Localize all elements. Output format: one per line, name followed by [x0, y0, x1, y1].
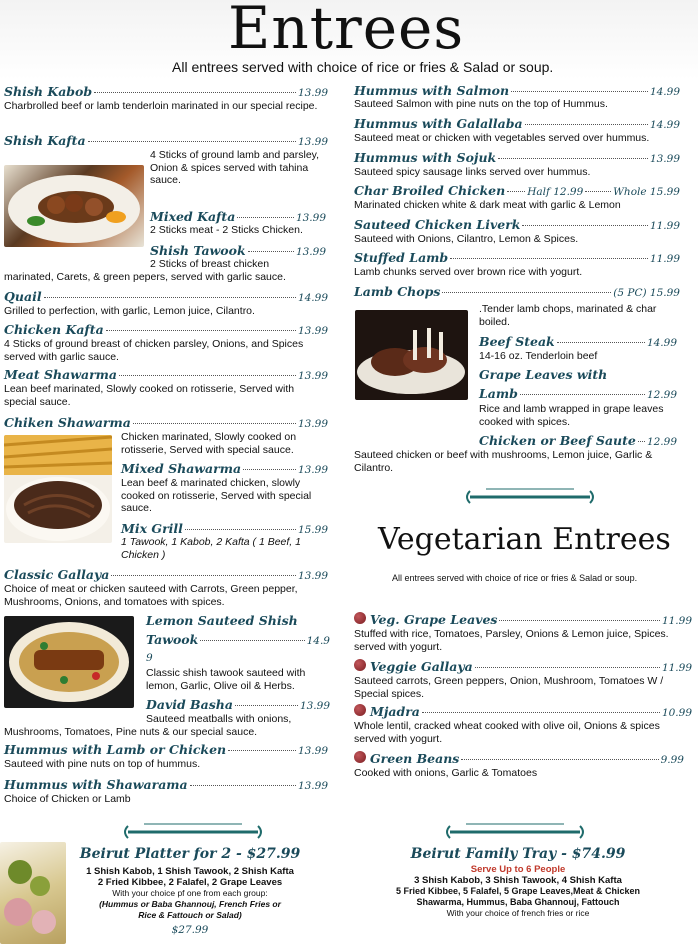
family-line-4: With your choice of french fries or rice [446, 908, 590, 918]
item-shish-kafta: Shish Kafta 13.99 [4, 133, 328, 148]
ornament-divider-icon [440, 818, 590, 842]
veg-item-mjadra: Mjadra 10.99 [354, 704, 692, 719]
item-hummus-lamb: Hummus with Lamb or Chicken 13.99 [4, 742, 328, 757]
family-line-1: 3 Shish Kabob, 3 Shish Tawook, 4 Shish Kafta [414, 875, 622, 886]
bullet-icon [354, 704, 366, 716]
desc-shish-tawook-2: marinated, Carets, & green pepers, served with garlic sauce. [4, 271, 286, 283]
platter-title: Beirut Platter for 2 - $27.99 [79, 846, 301, 862]
item-lemon-sauteed-tawook: Tawook 14.9 [146, 632, 330, 647]
page-subtitle: All entrees served with choice of rice or fries & Salad or soup. [172, 59, 554, 75]
bullet-icon [354, 612, 366, 624]
item-sauteed-liver: Sauteed Chicken Liverk 11.99 [354, 217, 680, 232]
lemon-sauteed-price-2: 9 [146, 652, 153, 664]
veg-desc-mjadra: Whole lentil, cracked wheat cooked with olive oil, Onions & spices served with yogurt. [354, 720, 660, 745]
desc-sauteed-liver: Sauteed with Onions, Cilantro, Lemon & Spices. [354, 233, 579, 245]
item-lamb-chops: Lamb Chops (5 PC) 15.99 [354, 284, 680, 299]
kabob-plate-icon [4, 165, 144, 247]
item-beef-steak: Beef Steak 14.99 [479, 334, 677, 349]
desc-lemon-sauteed: Classic shish tawook sauteed with lemon, Garlic, Olive oil & Herbs. [146, 667, 306, 692]
family-tray-box [366, 846, 670, 919]
item-stuffed-lamb: Stuffed Lamb 11.99 [354, 250, 680, 265]
desc-quail: Grilled to perfection, with garlic, Lemon juice, Cilantro. [4, 305, 255, 317]
vegetarian-title: Vegetarian Entrees [378, 522, 671, 557]
desc-grape-leaves-lamb: Rice and lamb wrapped in grape leaves cooked with spices. [479, 403, 664, 428]
desc-shish-kafta: 4 Sticks of ground lamb and parsley, Onion & spices served with tahina sauce. [150, 149, 320, 186]
item-david-basha: David Basha 13.99 [146, 697, 330, 712]
item-mixed-shawarma: Mixed Shawarma 13.99 [121, 461, 328, 476]
tawook-photo [4, 616, 134, 708]
platter-line-1: 1 Shish Kabob, 1 Shish Tawook, 2 Shish Kafta [86, 866, 294, 877]
family-line-2: 5 Fried Kibbee, 5 Falafel, 5 Grape Leaves,Meat & Chicken [395, 886, 641, 896]
desc-hummus-sojuk: Sauteed spicy sausage links served over hummus. [354, 166, 591, 178]
bullet-icon [354, 659, 366, 671]
item-hummus-sojuk: Hummus with Sojuk 13.99 [354, 150, 680, 165]
tawook-plate-icon [4, 616, 134, 708]
desc-hummus-galallaba: Sauteed meat or chicken with vegetables served over hummus. [354, 132, 650, 144]
item-chicken-kafta: Chicken Kafta 13.99 [4, 322, 328, 337]
item-hummus-shawarma: Hummus with Shawarama 13.99 [4, 777, 328, 792]
page-title: Entrees [228, 0, 465, 62]
lamb-chops-plate-icon [355, 310, 468, 400]
desc-classic-gallaya: Choice of meat or chicken sauteed with Carrots, Green pepper, Mushrooms, Onions, and tomatoes with spices. [4, 583, 298, 608]
shawarma-plate-icon [4, 435, 112, 543]
desc-shish-tawook: 2 Sticks of breast chicken [150, 258, 270, 270]
family-title: Beirut Family Tray - $74.99 [410, 846, 626, 862]
desc-hummus-salmon: Sauteed Salmon with pine nuts on the top of Hummus. [354, 98, 608, 110]
kabob-photo [4, 165, 144, 247]
desc-hummus-shawarma: Choice of Chicken or Lamb [4, 793, 131, 805]
desc-lamb-chops: .Tender lamb chops, marinated & char boiled. [479, 303, 657, 328]
item-char-broiled: Char Broiled Chicken Half 12.99 Whole 15.99 [354, 183, 680, 198]
item-lemon-sauteed-shish: Lemon Sauteed Shish [146, 613, 298, 628]
item-grape-leaves-lamb-2: Lamb 12.99 [479, 386, 677, 401]
desc-mix-grill: 1 Tawook, 1 Kabob, 2 Kafta ( 1 Beef, 1 Chicken ) [121, 536, 301, 561]
family-line-3: Shawarma, Hummus, Baba Ghannouj, Fattouch [416, 897, 620, 907]
vegetarian-subtitle: All entrees served with choice of rice or fries & Salad or soup. [392, 573, 638, 583]
desc-shish-kabob: Charbrolled beef or lamb tenderloin marinated in our special recipe. [4, 100, 318, 112]
item-shish-tawook: Shish Tawook 13.99 [150, 243, 326, 258]
item-shish-kabob: Shish Kabob 13.99 [4, 84, 328, 99]
ornament-divider-icon [118, 818, 268, 842]
veg-item-green-beans: Green Beans 9.99 [354, 751, 684, 766]
desc-david-basha-2: Mushrooms, Tomatoes, Pine nuts & our special sauce. [4, 726, 258, 738]
desc-stuffed-lamb: Lamb chunks served over brown rice with yogurt. [354, 266, 583, 278]
veg-desc-grape-leaves: Stuffed with rice, Tomatoes, Parsley, Onions & Lemon juice, Spices. served with yogurt. [354, 628, 669, 653]
item-hummus-galallaba: Hummus with Galallaba 14.99 [354, 116, 680, 131]
item-mix-grill: Mix Grill 15.99 [121, 521, 328, 536]
bullet-icon [354, 751, 366, 763]
item-hummus-salmon: Hummus with Salmon 14.99 [354, 83, 680, 98]
platter-box [40, 846, 340, 936]
item-classic-gallaya: Classic Gallaya 13.99 [4, 567, 328, 582]
veg-item-gallaya: Veggie Gallaya 11.99 [354, 659, 692, 674]
desc-mixed-kafta: 2 Sticks meat - 2 Sticks Chicken. [150, 224, 303, 236]
item-chicken-beef-saute: Chicken or Beef Saute 12.99 [479, 433, 677, 448]
desc-chicken-kafta: 4 Sticks of ground breast of chicken parsley, Onions, and Spices served with garlic sauce. [4, 338, 304, 363]
lamb-chops-photo [355, 310, 468, 400]
desc-hummus-lamb: Sauteed with pine nuts on top of hummus. [4, 758, 201, 770]
platter-line-2: 2 Fried Kibbee, 2 Falafel, 2 Grape Leaves [97, 877, 283, 888]
platter-line-5: Rice & Fattouch or Salad) [138, 910, 242, 920]
item-meat-shawarma: Meat Shawarma 13.99 [4, 367, 328, 382]
platter-line-3: With your choice pf one from each group: [112, 888, 268, 898]
item-mixed-kafta: Mixed Kafta 13.99 [150, 209, 326, 224]
veg-desc-green-beans: Cooked with onions, Garlic & Tomatoes [354, 767, 538, 779]
desc-meat-shawarma: Lean beef marinated, Slowly cooked on rotisserie, Served with special sauce. [4, 383, 295, 408]
desc-mixed-shawarma: Lean beef & marinated chicken, slowly cooked on rotisserie, Served with special sauce. [121, 477, 312, 514]
desc-david-basha: Sauteed meatballs with onions, [146, 713, 292, 725]
ornament-divider-icon [460, 483, 600, 507]
platter-price: $27.99 [171, 924, 209, 936]
item-chiken-shawarma: Chiken Shawarma 13.99 [4, 415, 328, 430]
item-grape-leaves-lamb: Grape Leaves with [479, 367, 608, 382]
item-quail: Quail 14.99 [4, 289, 328, 304]
desc-chicken-beef-saute: Sauteed chicken or beef with mushrooms, Lemon juice, Garlic & Cilantro. [354, 449, 653, 474]
family-serves: Serve Up to 6 People [470, 864, 566, 875]
veg-desc-gallaya: Sauteed carrots, Green peppers, Onion, Mushroom, Tomatoes W / Special spices. [354, 675, 664, 700]
desc-beef-steak: 14-16 oz. Tenderloin beef [479, 350, 598, 362]
veg-item-grape-leaves: Veg. Grape Leaves 11.99 [354, 612, 692, 627]
desc-char-broiled: Marinated chicken white & dark meat with garlic & Lemon [354, 199, 621, 211]
shawarma-photo [4, 435, 112, 543]
platter-line-4: (Hummus or Baba Ghannouj, French Fries or [99, 899, 281, 909]
desc-chiken-shawarma: Chicken marinated, Slowly cooked on rotisserie, Served with special sauce. [121, 431, 297, 456]
